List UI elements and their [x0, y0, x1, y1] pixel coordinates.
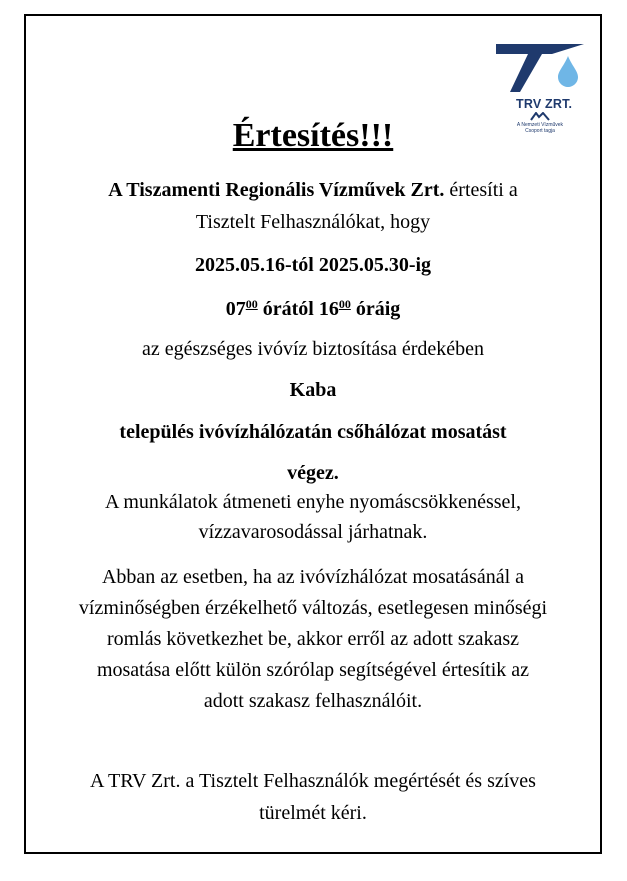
- company-line-rest: értesíti a: [444, 179, 518, 201]
- recipients-line: Tisztelt Felhasználókat, hogy: [195, 211, 431, 233]
- effect-line-2: vízzavarosodással járhatnak.: [198, 521, 428, 543]
- effect-line-1: A munkálatok átmeneti enyhe nyomáscsökkenéssel,: [104, 491, 521, 513]
- time-to-suffix: óráig: [350, 298, 401, 320]
- action-line-2: végez.: [287, 462, 339, 484]
- trv-emblem-icon: [494, 42, 586, 102]
- town-name: Kaba: [289, 379, 337, 401]
- info-line-4: mosatása előtt külön szórólap segítségével értesítik az: [96, 659, 530, 681]
- time-range: [28, 292, 598, 321]
- logo-tagline-line-1: A Nemzeti Vízművek: [516, 122, 564, 128]
- logo-tagline-line-2: Csoport tagja: [525, 128, 555, 134]
- closing-line-1: A TRV Zrt. a Tisztelt Felhasználók megértését és szíves: [90, 770, 536, 792]
- info-line-3: romlás következhet be, akkor erről az adott szakasz: [106, 628, 520, 650]
- info-line-5: adott szakasz felhasználóit.: [203, 690, 423, 712]
- time-from-minutes: 00: [245, 297, 258, 311]
- info-line-2: vízminőségben érzékelhető változás, esetlegesen minőségi: [78, 597, 548, 619]
- company-line: [28, 178, 598, 202]
- date-range: 2025.05.16-tól 2025.05.30-ig: [194, 254, 432, 276]
- info-line-1: Abban az esetben, ha az ivóvízhálózat mosatásánál a: [101, 566, 525, 588]
- logo-brand-text: TRV ZRT.: [516, 97, 573, 111]
- page-title: Értesítés!!!: [232, 117, 394, 154]
- purpose-line: az egészséges ivóvíz biztosítása érdekében: [141, 338, 485, 360]
- time-from-hour: 07: [225, 298, 246, 320]
- time-to-minutes: 00: [338, 297, 351, 311]
- action-line-1: település ivóvízhálózatán csőhálózat mosatást: [119, 421, 507, 443]
- company-name: A Tiszamenti Regionális Vízművek Zrt.: [108, 179, 445, 201]
- time-from-suffix: órától: [257, 298, 319, 320]
- closing-line-2: türelmét kéri.: [259, 802, 367, 824]
- time-to-hour: 16: [318, 298, 339, 320]
